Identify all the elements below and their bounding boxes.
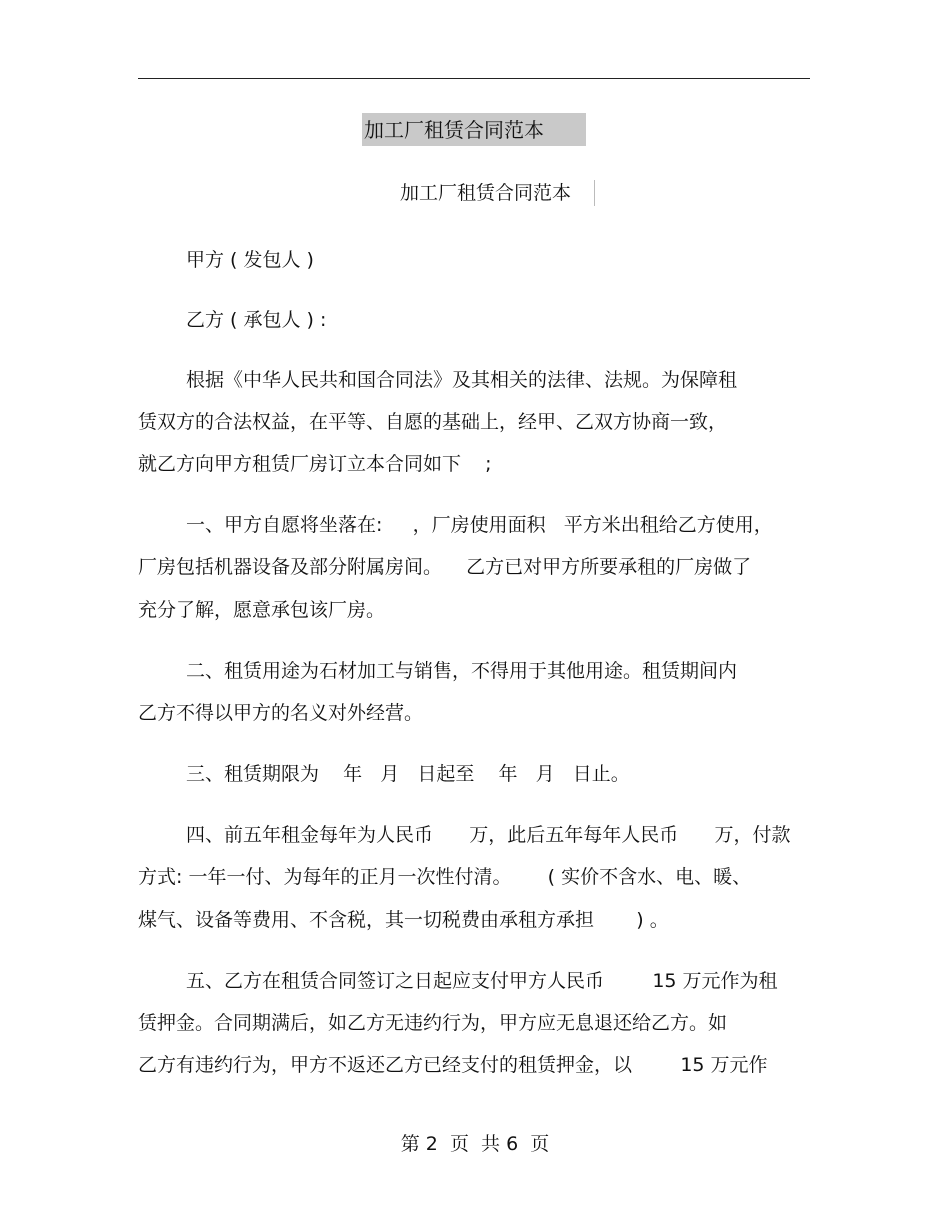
clause5-line-1: 五、乙方在租赁合同签订之日起应支付甲方人民币 15 万元作为租 — [186, 970, 778, 992]
clause4-line-1: 四、前五年租金每年为人民币 万，此后五年每年人民币 万，付款 — [186, 824, 791, 846]
clause1-line-2: 厂房包括机器设备及部分附属房间。 乙方已对甲方所要承租的厂房做了 — [138, 556, 752, 578]
party-b-line: 乙方 ( 承包人 ) : — [186, 309, 327, 331]
clause4-line-2: 方式: 一年一付、为每年的正月一次性付清。 ( 实价不含水、电、暖、 — [138, 866, 752, 888]
intro-line-1: 根据《中华人民共和国合同法》及其相关的法律、法规。为保障租 — [186, 369, 738, 391]
clause4-line-3: 煤气、设备等费用、不含税，其一切税费由承租方承担 ) 。 — [138, 909, 669, 931]
text-cursor — [594, 180, 595, 206]
clause2-line-1: 二、租赁用途为石材加工与销售，不得用于其他用途。租赁期间内 — [186, 660, 738, 682]
header-rule — [138, 78, 810, 79]
page-number: 第 2 页 共 6 页 — [400, 1133, 550, 1155]
intro-line-3: 就乙方向甲方租赁厂房订立本合同如下 ; — [138, 453, 492, 475]
clause1-line-3: 充分了解，愿意承包该厂房。 — [138, 599, 386, 621]
clause3-line-1: 三、租赁期限为 年 月 日起至 年 月 日止。 — [186, 763, 630, 785]
party-a-line: 甲方 ( 发包人 ) — [186, 249, 314, 271]
intro-line-2: 赁双方的合法权益，在平等、自愿的基础上，经甲、乙双方协商一致， — [138, 411, 728, 433]
clause2-line-2: 乙方不得以甲方的名义对外经营。 — [138, 702, 424, 724]
clause5-line-2: 赁押金。合同期满后，如乙方无违约行为，甲方应无息退还给乙方。如 — [138, 1012, 728, 1034]
clause5-line-3: 乙方有违约行为，甲方不返还乙方已经支付的租赁押金，以 15 万元作 — [138, 1054, 768, 1076]
clause1-line-1: 一、甲方自愿将坐落在: ，厂房使用面积 平方米出租给乙方使用， — [186, 514, 773, 536]
page-title: 加工厂租赁合同范本 — [364, 118, 544, 142]
document-subtitle: 加工厂租赁合同范本 — [400, 182, 572, 204]
